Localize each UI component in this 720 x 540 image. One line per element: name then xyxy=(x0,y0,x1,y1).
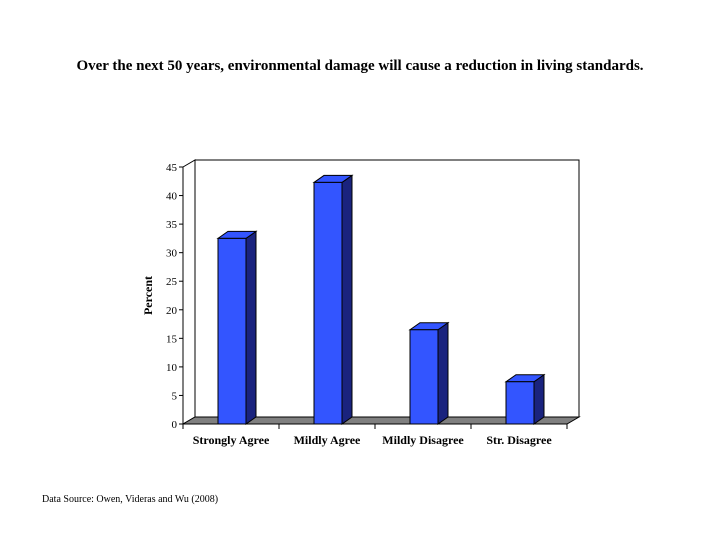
bar-side xyxy=(246,231,256,424)
chart-title: Over the next 50 years, environmental damage will cause a reduction in living standards. xyxy=(76,58,644,74)
x-tick-label: Mildly Disagree xyxy=(382,433,464,447)
bar-front xyxy=(506,382,534,424)
y-tick-label: 15 xyxy=(166,333,177,346)
y-tick-label: 30 xyxy=(166,247,177,260)
y-tick-label: 0 xyxy=(171,419,177,431)
y-tick-label: 5 xyxy=(171,390,177,403)
y-axis-title: Percent xyxy=(141,275,155,316)
bar xyxy=(314,175,352,424)
y-tick-label: 35 xyxy=(166,219,177,232)
bar-side xyxy=(438,323,448,424)
y-tick-label: 45 xyxy=(166,162,177,174)
x-tick-label: Mildly Agree xyxy=(293,433,361,447)
x-tick-label: Strongly Agree xyxy=(192,433,270,447)
bar xyxy=(506,375,544,424)
y-tick-label: 25 xyxy=(166,276,177,289)
bar-side xyxy=(534,375,544,424)
bar-front xyxy=(410,330,438,424)
y-tick-label: 40 xyxy=(166,190,177,203)
bar xyxy=(410,323,448,424)
y-tick-label: 10 xyxy=(166,361,177,374)
bar-side xyxy=(342,175,352,424)
bar xyxy=(218,231,256,424)
data-source-note: Data Source: Owen, Videras and Wu (2008) xyxy=(42,494,219,505)
plot-side-wall xyxy=(183,160,195,424)
x-tick-label: Str. Disagree xyxy=(486,433,552,447)
bar-front xyxy=(218,238,246,424)
bar-front xyxy=(314,182,342,424)
y-tick-label: 20 xyxy=(166,304,177,317)
